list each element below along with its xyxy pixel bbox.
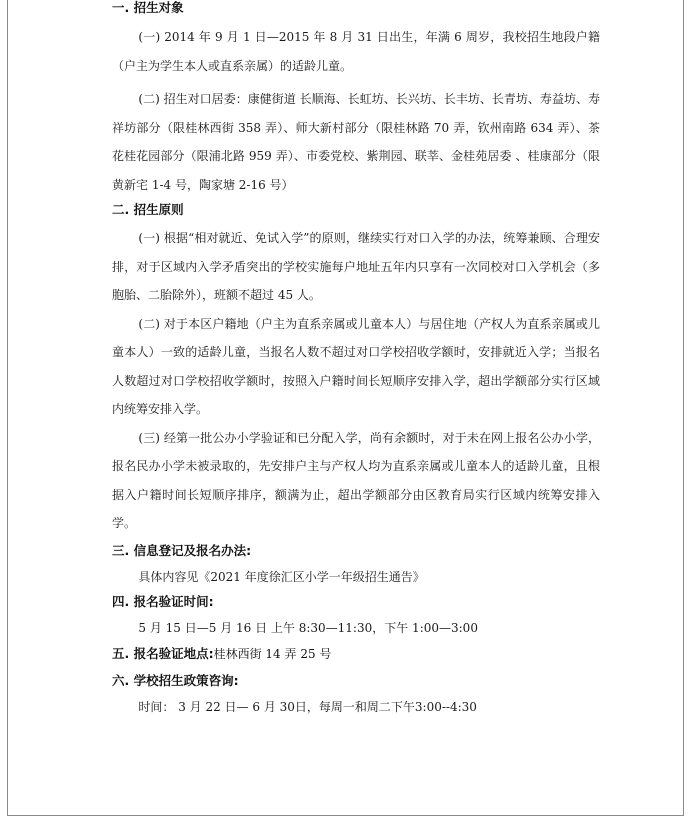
document-body bbox=[112, 0, 600, 721]
document-page bbox=[7, 0, 684, 816]
section-heading-6: 六. 学校招生政策咨询: bbox=[112, 672, 239, 688]
section-5-inline-value: 桂林西街 14 弄 25 号 bbox=[213, 646, 332, 661]
section-5-heading-text: 五. 报名验证地点: bbox=[112, 645, 214, 661]
section-6-line: 时间： 3 月 22 日— 6 月 30日，每周一和周二下午3:00--4:30 bbox=[138, 699, 477, 714]
section-heading-5 bbox=[112, 644, 600, 664]
section-4-line: 5 月 15 日—5 月 16 日 上午 8:30—11:30，下午 1:00—3:00 bbox=[138, 620, 478, 635]
section-1-paragraph-1: (一) 2014 年 9 月 1 日—2015 年 8 月 31 日出生，年满 6 周岁，我校招生地段户籍（户主为学生本人或直系亲属）的适龄儿童。 bbox=[112, 30, 600, 73]
section-2-paragraph-2: (二) 对于本区户籍地（户主为直系亲属或儿童本人）与居住地（产权人为直系亲属或儿童本人）一致的适龄儿童，当报名人数不超过对口学校招收学额时，安排就近入学；当报名人数超过对口学校招收学额时，按照入户籍时间长短顺序安排入学，超出学额部分实行区域内统筹安排入学。 bbox=[112, 316, 600, 416]
section-heading-3: 三. 信息登记及报名办法: bbox=[112, 542, 252, 558]
section-2-paragraph-1: (一) 根据“相对就近、免试入学”的原则，继续实行对口入学的办法，统筹兼顾、合理安排，对于区域内入学矛盾突出的学校实施每户地址五年内只享有一次同校对口入学机会（多胞胎、二胎除外），班额不超过 45 人。 bbox=[112, 231, 600, 302]
section-heading-4: 四. 报名验证时间: bbox=[112, 593, 214, 609]
section-heading-1: 一. 招生对象 bbox=[112, 0, 184, 15]
section-3-line: 具体内容见《2021 年度徐汇区小学一年级招生通告》 bbox=[138, 569, 425, 584]
section-heading-2: 二. 招生原则 bbox=[112, 202, 184, 217]
section-2-paragraph-3: (三) 经第一批公办小学验证和已分配入学，尚有余额时，对于未在网上报名公办小学，报名民办小学未被录取的，先安排户主与产权人均为直系亲属或儿童本人的适龄儿童，且根据入户籍时间长短顺序排序，额满为止，超出学额部分由区教育局实行区域内统筹安排入学。 bbox=[112, 430, 600, 530]
section-1-paragraph-2: (二) 招生对口居委：康健街道 长顺海、长虹坊、长兴坊、长丰坊、长青坊、寿益坊、寿祥坊部分（限桂林西街 358 弄）、师大新村部分（限桂林路 70 弄，钦州南路 634 弄）、茶花桂花园部分（限浦北路 959 弄）、市委党校、紫荆园、联莘、金桂苑居委 、桂康部分（限黄新宅 1-4 号，陶家塘 2-16 号） bbox=[112, 92, 600, 192]
